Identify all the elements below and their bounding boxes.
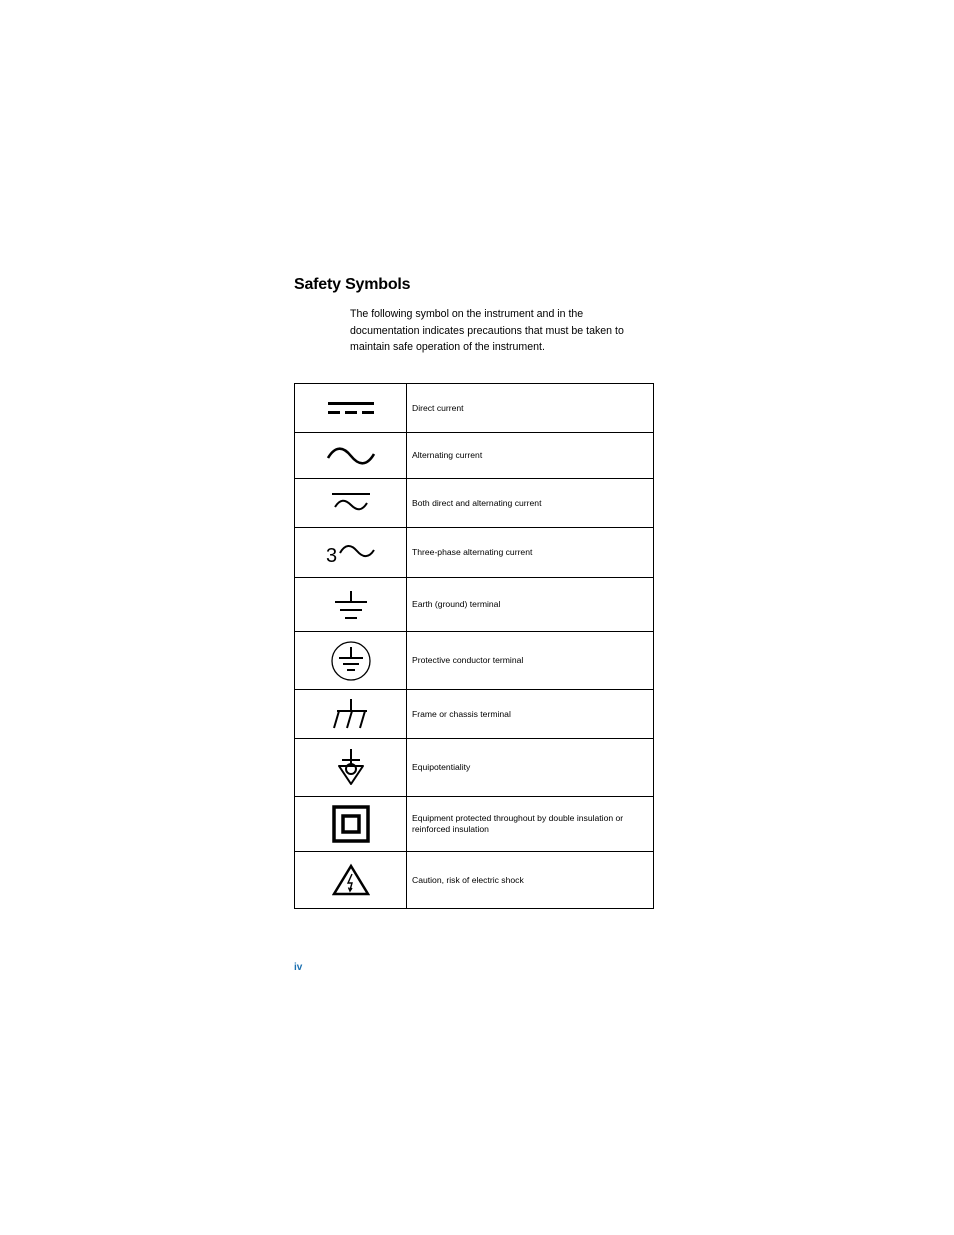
symbol-cell xyxy=(295,433,407,479)
safety-symbols-table xyxy=(294,383,654,909)
page-number: iv xyxy=(294,962,303,973)
symbol-cell xyxy=(295,384,407,433)
table-row xyxy=(295,479,654,528)
electric-shock-warning-icon xyxy=(332,863,370,897)
symbol-cell xyxy=(295,797,407,852)
direct-current-icon xyxy=(326,399,376,417)
symbol-description: Direct current xyxy=(407,384,654,433)
protective-conductor-icon xyxy=(329,639,373,683)
earth-ground-icon xyxy=(333,589,369,621)
table-row xyxy=(295,632,654,690)
both-dc-ac-icon xyxy=(330,491,372,515)
symbol-cell xyxy=(295,528,407,578)
symbol-cell xyxy=(295,632,407,690)
table-row xyxy=(295,578,654,632)
symbol-cell xyxy=(295,479,407,528)
symbol-description: Equipotentiality xyxy=(407,739,654,797)
symbol-description: Protective conductor terminal xyxy=(407,632,654,690)
intro-paragraph: The following symbol on the instrument and in the documentation indicates precautions that must be taken to maintain safe operation of the instrument. xyxy=(350,308,624,353)
symbol-description: Caution, risk of electric shock xyxy=(407,852,654,909)
symbol-cell xyxy=(295,578,407,632)
table-row xyxy=(295,739,654,797)
symbol-cell xyxy=(295,852,407,909)
table-row xyxy=(295,433,654,479)
alternating-current-icon xyxy=(325,445,377,467)
table-row xyxy=(295,528,654,578)
equipotentiality-icon xyxy=(336,748,366,788)
table-row xyxy=(295,797,654,852)
three-phase-ac-icon xyxy=(325,541,377,565)
symbol-description: Alternating current xyxy=(407,433,654,479)
symbol-description: Frame or chassis terminal xyxy=(407,690,654,739)
symbol-cell xyxy=(295,739,407,797)
three-phase-glyph: 3 xyxy=(325,544,337,565)
table-row xyxy=(295,384,654,433)
symbol-description: Earth (ground) terminal xyxy=(407,578,654,632)
page-title: Safety Symbols xyxy=(294,276,411,293)
symbol-description: Both direct and alternating current xyxy=(407,479,654,528)
symbol-description: Three-phase alternating current xyxy=(407,528,654,578)
double-insulation-icon xyxy=(332,805,370,843)
symbol-description: Equipment protected throughout by double insulation or reinforced insulation xyxy=(407,797,654,852)
frame-chassis-icon xyxy=(331,697,371,731)
symbol-cell xyxy=(295,690,407,739)
table-row xyxy=(295,690,654,739)
table-row xyxy=(295,852,654,909)
